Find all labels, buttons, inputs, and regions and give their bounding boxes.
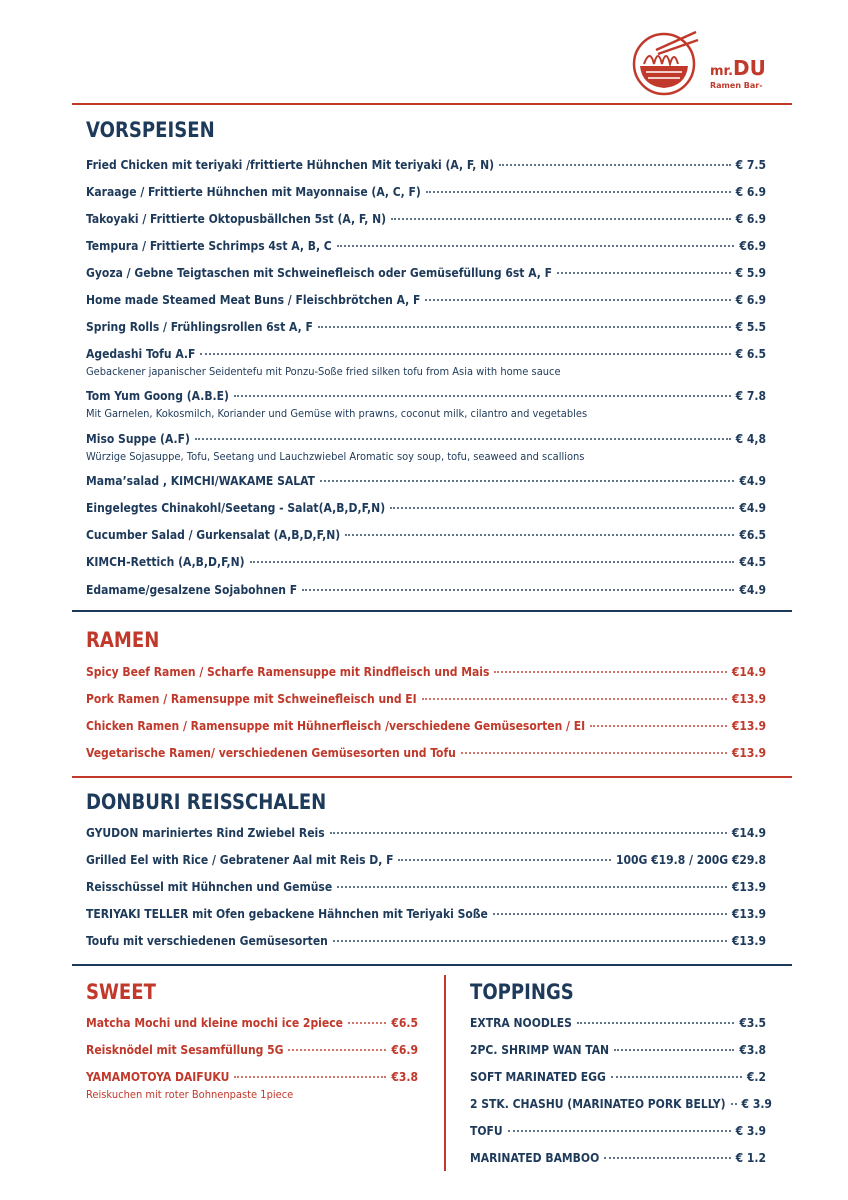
- menu-item: [86, 239, 766, 253]
- menu-item-price: €4.9: [739, 501, 766, 515]
- menu-item-name: Cucumber Salad / Gurkensalat (A,B,D,F,N): [86, 528, 341, 542]
- menu-item: [86, 347, 766, 361]
- menu-item: [86, 692, 766, 706]
- menu-item: [86, 1070, 418, 1084]
- menu-item-name: Matcha Mochi und kleine mochi ice 2piece: [86, 1016, 343, 1030]
- menu-item: [86, 320, 766, 334]
- dot-leader: [250, 561, 735, 563]
- menu-item-name: Spicy Beef Ramen / Scharfe Ramensuppe mit Rindfleisch und Mais: [86, 665, 490, 679]
- menu-item-price: €4.9: [739, 474, 766, 488]
- menu-item-name: Home made Steamed Meat Buns / Fleischbrötchen A, F: [86, 293, 421, 307]
- dot-leader: [348, 1022, 386, 1024]
- menu-item: [86, 158, 766, 172]
- menu-item-description: Würzige Sojasuppe, Tofu, Seetang und Lauchzwiebel Aromatic soy soup, tofu, seaweed and scallions: [86, 450, 585, 463]
- donburi-divider: [72, 964, 792, 966]
- dot-leader: [288, 1049, 386, 1051]
- menu-item-name: Tempura / Frittierte Schrimps 4st A, B, C: [86, 239, 332, 253]
- brand-subtitle: Ramen Bar-: [710, 81, 763, 90]
- dot-leader: [426, 191, 731, 193]
- menu-item-name: Edamame/gesalzene Sojabohnen F: [86, 583, 298, 597]
- menu-item-name: Tom Yum Goong (A.B.E): [86, 389, 229, 403]
- menu-item-price: €.2: [746, 1070, 766, 1084]
- menu-item-name: Karaage / Frittierte Hühnchen mit Mayonnaise (A, C, F): [86, 185, 421, 199]
- menu-item-name: Reisschüssel mit Hühnchen und Gemüse: [86, 880, 333, 894]
- section-title-toppings: TOPPINGS: [470, 980, 574, 1004]
- dot-leader: [195, 438, 731, 440]
- menu-item-price: € 6.5: [735, 347, 766, 361]
- menu-item-price: €14.9: [731, 665, 766, 679]
- menu-item-price: €13.9: [731, 880, 766, 894]
- menu-item: [86, 501, 766, 515]
- menu-item: [86, 880, 766, 894]
- menu-item-description: Mit Garnelen, Kokosmilch, Koriander und Gemüse with prawns, coconut milk, cilantro and vegetables: [86, 407, 588, 420]
- menu-item-price: €4.9: [739, 583, 766, 597]
- section-title-sweet: SWEET: [86, 980, 156, 1004]
- menu-item-name: 2 STK. CHASHU (MARINATEO PORK BELLY): [470, 1097, 726, 1111]
- menu-item-name: SOFT MARINATED EGG: [470, 1070, 606, 1084]
- menu-item-name: Reisknödel mit Sesamfüllung 5G: [86, 1043, 284, 1057]
- menu-item-name: TOFU: [470, 1124, 503, 1138]
- menu-item-price: € 5.5: [735, 320, 766, 334]
- menu-item-price: €3.8: [391, 1070, 418, 1084]
- dot-leader: [234, 1076, 386, 1078]
- menu-item: [86, 555, 766, 569]
- menu-item-price: €6.9: [739, 239, 766, 253]
- menu-item-price: €6.5: [739, 528, 766, 542]
- menu-item-price: €14.9: [731, 826, 766, 840]
- menu-item-name: TERIYAKI TELLER mit Ofen gebackene Hähnchen mit Teriyaki Soße: [86, 907, 488, 921]
- dot-leader: [611, 1076, 742, 1078]
- dot-leader: [461, 752, 727, 754]
- menu-item-name: EXTRA NOODLES: [470, 1016, 572, 1030]
- menu-item: [86, 826, 766, 840]
- menu-item-name: Spring Rolls / Frühlingsrollen 6st A, F: [86, 320, 313, 334]
- menu-item-name: Gyoza / Gebne Teigtaschen mit Schweinefleisch oder Gemüsefüllung 6st A, F: [86, 266, 553, 280]
- menu-item-name: Pork Ramen / Ramensuppe mit Schweinefleisch und EI: [86, 692, 417, 706]
- menu-item-price: €13.9: [731, 746, 766, 760]
- menu-item-name: GYUDON mariniertes Rind Zwiebel Reis: [86, 826, 325, 840]
- dot-leader: [557, 272, 731, 274]
- dot-leader: [398, 859, 610, 861]
- ramen-divider: [72, 776, 792, 778]
- menu-item-name: Grilled Eel with Rice / Gebratener Aal mit Reis D, F: [86, 853, 394, 867]
- dot-leader: [508, 1130, 731, 1132]
- menu-item-price: €6.9: [391, 1043, 418, 1057]
- menu-item: [86, 389, 766, 403]
- menu-item-name: Vegetarische Ramen/ verschiedenen Gemüsesorten und Tofu: [86, 746, 456, 760]
- column-divider: [444, 975, 446, 1171]
- menu-item-price: €3.8: [739, 1043, 766, 1057]
- vorspeisen-divider: [72, 610, 792, 612]
- menu-item: [86, 719, 766, 733]
- dot-leader: [320, 480, 734, 482]
- menu-item-name: Toufu mit verschiedenen Gemüsesorten: [86, 934, 328, 948]
- menu-item-name: 2PC. SHRIMP WAN TAN: [470, 1043, 610, 1057]
- header-divider: [72, 103, 792, 105]
- menu-item: [470, 1070, 766, 1084]
- menu-item: [86, 1016, 418, 1030]
- menu-item-description: Reiskuchen mit roter Bohnenpaste 1piece: [86, 1088, 294, 1101]
- dot-leader: [731, 1103, 737, 1105]
- menu-item: [470, 1016, 766, 1030]
- section-title-vorspeisen: VORSPEISEN: [86, 118, 215, 142]
- menu-item-price: € 5.9: [735, 266, 766, 280]
- menu-item-price: €6.5: [391, 1016, 418, 1030]
- dot-leader: [200, 353, 730, 355]
- dot-leader: [302, 589, 734, 591]
- menu-item-name: MARINATED BAMBOO: [470, 1151, 600, 1165]
- dot-leader: [590, 725, 727, 727]
- menu-item-price: €13.9: [731, 934, 766, 948]
- menu-item: [86, 212, 766, 226]
- menu-item: [86, 934, 766, 948]
- menu-item-price: € 3.9: [741, 1097, 772, 1111]
- menu-item: [86, 293, 766, 307]
- menu-item-price: € 7.8: [735, 389, 766, 403]
- dot-leader: [234, 395, 731, 397]
- menu-item-price: €13.9: [731, 907, 766, 921]
- menu-item-price: €3.5: [739, 1016, 766, 1030]
- dot-leader: [425, 299, 730, 301]
- section-title-ramen: RAMEN: [86, 628, 160, 652]
- dot-leader: [330, 832, 727, 834]
- dot-leader: [577, 1022, 734, 1024]
- menu-item-name: KIMCH-Rettich (A,B,D,F,N): [86, 555, 245, 569]
- menu-item: [86, 185, 766, 199]
- dot-leader: [493, 913, 727, 915]
- menu-item-name: YAMAMOTOYA DAIFUKU: [86, 1070, 230, 1084]
- menu-item-name: Miso Suppe (A.F): [86, 432, 190, 446]
- menu-item-name: Fried Chicken mit teriyaki /frittierte Hühnchen Mit teriyaki (A, F, N): [86, 158, 495, 172]
- menu-item-name: Eingelegtes Chinakohl/Seetang - Salat(A,B,D,F,N): [86, 501, 386, 515]
- menu-item: [470, 1097, 772, 1111]
- menu-item: [86, 432, 766, 446]
- menu-item: [86, 746, 766, 760]
- menu-item-price: € 4,8: [735, 432, 766, 446]
- menu-item-name: Agedashi Tofu A.F: [86, 347, 196, 361]
- menu-item-price: €13.9: [731, 692, 766, 706]
- logo: [630, 28, 770, 98]
- menu-item: [86, 853, 766, 867]
- menu-item-price: € 6.9: [735, 185, 766, 199]
- dot-leader: [337, 886, 727, 888]
- dot-leader: [422, 698, 727, 700]
- dot-leader: [391, 218, 730, 220]
- menu-item-price: €4.5: [739, 555, 766, 569]
- dot-leader: [337, 245, 735, 247]
- menu-item-price: €13.9: [731, 719, 766, 733]
- dot-leader: [614, 1049, 734, 1051]
- menu-item-price: € 1.2: [735, 1151, 766, 1165]
- menu-item-price: € 6.9: [735, 293, 766, 307]
- menu-item: [86, 474, 766, 488]
- menu-item: [86, 583, 766, 597]
- menu-item-name: Chicken Ramen / Ramensuppe mit Hühnerfleisch /verschiedene Gemüsesorten / EI: [86, 719, 586, 733]
- menu-item: [86, 266, 766, 280]
- menu-item: [470, 1043, 766, 1057]
- dot-leader: [345, 534, 734, 536]
- menu-item-price: € 6.9: [735, 212, 766, 226]
- menu-item-price: € 3.9: [735, 1124, 766, 1138]
- dot-leader: [604, 1157, 730, 1159]
- dot-leader: [390, 507, 734, 509]
- menu-item-name: Mama’salad , KIMCHI/WAKAME SALAT: [86, 474, 315, 488]
- brand-name: mr.DU: [710, 56, 766, 80]
- dot-leader: [494, 671, 726, 673]
- menu-item: [470, 1124, 766, 1138]
- dot-leader: [318, 326, 731, 328]
- menu-item: [86, 1043, 418, 1057]
- section-title-donburi: DONBURI REISSCHALEN: [86, 790, 327, 814]
- menu-item-price: 100G €19.8 / 200G €29.8: [615, 853, 766, 867]
- menu-item: [86, 907, 766, 921]
- menu-item: [86, 528, 766, 542]
- dot-leader: [333, 940, 727, 942]
- menu-item-name: Takoyaki / Frittierte Oktopusbällchen 5st (A, F, N): [86, 212, 387, 226]
- menu-item-price: € 7.5: [735, 158, 766, 172]
- menu-item: [470, 1151, 766, 1165]
- ramen-bowl-chopsticks-icon: [630, 28, 700, 98]
- dot-leader: [499, 164, 731, 166]
- menu-item: [86, 665, 766, 679]
- menu-item-description: Gebackener japanischer Seidentefu mit Ponzu-Soße fried silken tofu from Asia with home sauce: [86, 365, 561, 378]
